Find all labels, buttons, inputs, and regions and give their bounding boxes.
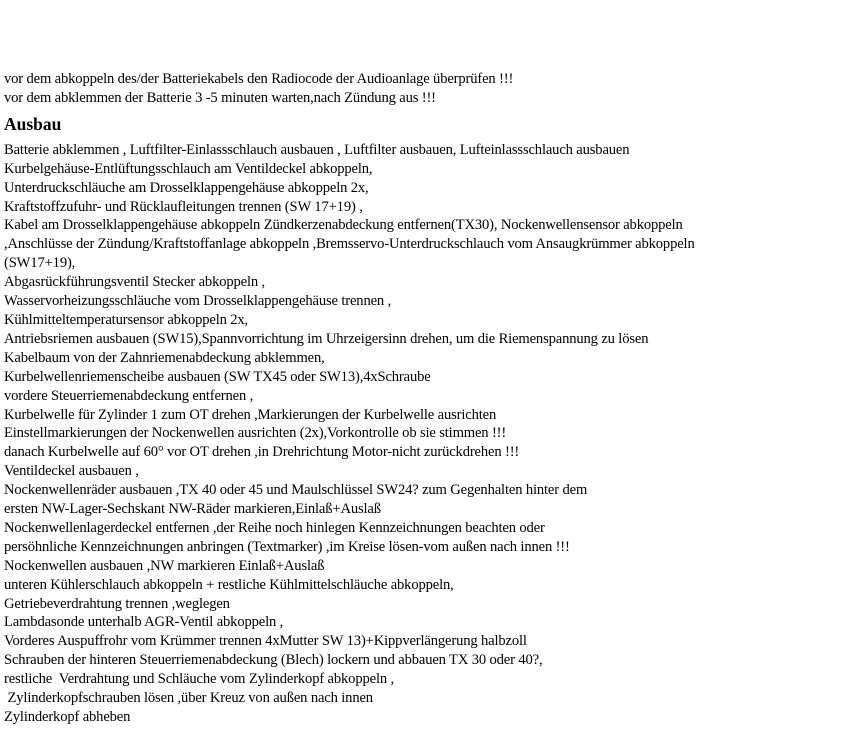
- step-line: Ventildeckel ausbauen ,: [4, 463, 139, 480]
- step-line: Nockenwellen ausbauen ,NW markieren Einlaß+Auslaß: [4, 557, 325, 574]
- ausbau-steps: [4, 141, 849, 727]
- step-line: persöhnliche Kennzeichnungen anbringen (Textmarker) ,im Kreise lösen-vom außen nach innen !!!: [4, 538, 570, 555]
- step-line: Antriebsriemen ausbauen (SW15),Spannvorrichtung im Uhrzeigersinn drehen, um die Riemenspannung zu lösen: [4, 330, 649, 347]
- step-line: vordere Steuerriemenabdeckung entfernen ,: [4, 387, 254, 404]
- step-line: Nockenwellenräder ausbauen ,TX 40 oder 45 und Maulschlüssel SW24? zum Gegenhalten hinter dem: [4, 482, 588, 499]
- step-line: Einstellmarkierungen der Nockenwellen ausrichten (2x),Vorkontrolle ob sie stimmen !!!: [4, 425, 507, 442]
- step-line: (SW17+19),: [4, 255, 76, 272]
- step-line: Batterie abklemmen , Luftfilter-Einlassschlauch ausbauen , Luftfilter ausbauen, Lufteinlassschlauch ausbauen: [4, 141, 630, 158]
- step-line: Getriebeverdrahtung trennen ,weglegen: [4, 595, 230, 612]
- step-line: Zylinderkopf abheben: [4, 709, 131, 725]
- step-line: Kabel am Drosselklappengehäuse abkoppeln Zündkerzenabdeckung entfernen(TX30), Nockenwellensensor abkoppeln: [4, 217, 683, 234]
- step-line: Vorderes Auspuffrohr vom Krümmer trennen 4xMutter SW 13)+Kippverlängerung halbzoll: [4, 633, 527, 650]
- step-line: ersten NW-Lager-Sechskant NW-Räder markieren,Einlaß+Auslaß: [4, 501, 381, 518]
- step-line: restliche Verdrahtung und Schläuche vom Zylinderkopf abkoppeln ,: [4, 671, 394, 688]
- step-line: Lambdasonde unterhalb AGR-Ventil abkoppeln ,: [4, 614, 284, 631]
- step-line: Nockenwellenlagerdeckel entfernen ,der Reihe noch hinlegen Kennzeichnungen beachten oder: [4, 519, 545, 536]
- warning-line-battery-wait: vor dem abklemmen der Batterie 3 -5 minuten warten,nach Zündung aus !!!: [4, 89, 436, 106]
- step-line: Kurbelwelle für Zylinder 1 zum OT drehen ,Markierungen der Kurbelwelle ausrichten: [4, 406, 497, 423]
- step-line: Kurbelgehäuse-Entlüftungsschlauch am Ventildeckel abkoppeln,: [4, 160, 373, 177]
- step-line: Kraftstoffzufuhr- und Rücklaufleitungen trennen (SW 17+19) ,: [4, 198, 363, 215]
- intro-warnings: [4, 70, 849, 108]
- step-line: Abgasrückführungsventil Stecker abkoppeln ,: [4, 274, 266, 291]
- warning-line-radiocode: vor dem abkoppeln des/der Batteriekabels den Radiocode der Audioanlage überprüfen !!!: [4, 71, 514, 87]
- step-line: unteren Kühlerschlauch abkoppeln + restliche Kühlmittelschläuche abkoppeln,: [4, 576, 454, 593]
- section-heading-ausbau: Ausbau: [4, 113, 62, 134]
- step-line: Kabelbaum von der Zahnriemenabdeckung abklemmen,: [4, 349, 325, 366]
- step-line: Wasservorheizungsschläuche vom Drosselklappengehäuse trennen ,: [4, 293, 392, 310]
- step-line: Kurbelwellenriemenscheibe ausbauen (SW TX45 oder SW13),4xSchraube: [4, 368, 431, 385]
- step-line: danach Kurbelwelle auf 60° vor OT drehen ,in Drehrichtung Motor-nicht zurückdrehen !!!: [4, 444, 520, 461]
- step-line: ,Anschlüsse der Zündung/Kraftstoffanlage abkoppeln ,Bremsservo-Unterdruckschlauch vom Ansaugkrümmer abkoppeln: [4, 236, 695, 253]
- step-line: Schrauben der hinteren Steuerriemenabdeckung (Blech) lockern und abbauen TX 30 oder 40?,: [4, 652, 543, 669]
- step-line: Kühlmitteltemperatursensor abkoppeln 2x,: [4, 311, 249, 328]
- step-line: Zylinderkopfschrauben lösen ,über Kreuz von außen nach innen: [4, 690, 373, 707]
- step-line: Unterdruckschläuche am Drosselklappengehäuse abkoppeln 2x,: [4, 179, 369, 196]
